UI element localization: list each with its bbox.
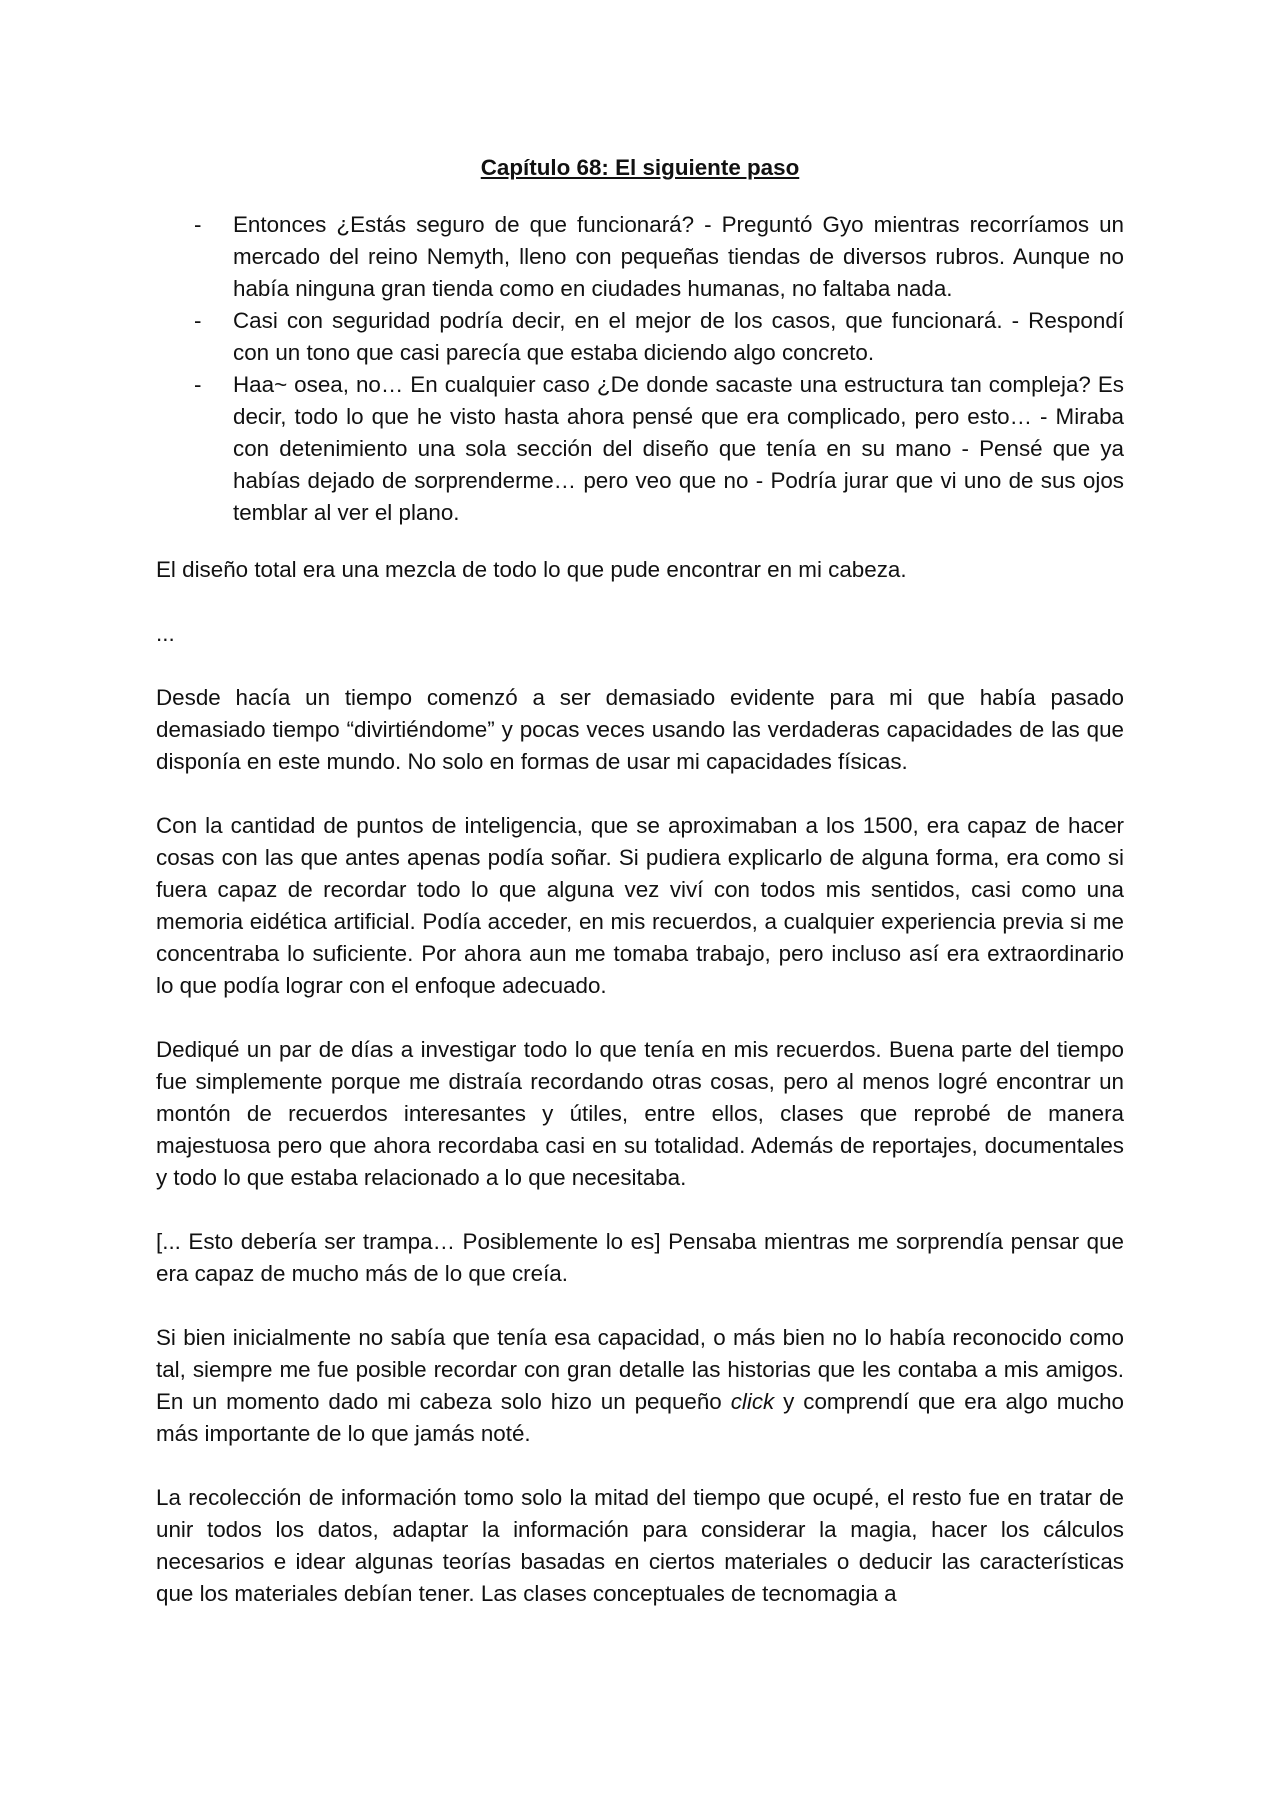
chapter-title: Capítulo 68: El siguiente paso: [480, 155, 800, 180]
dialogue-line: [156, 305, 1124, 369]
scene-break: ...: [156, 621, 175, 646]
dialogue-text: Entonces ¿Estás seguro de que funcionará? - Preguntó Gyo mientras recorríamos un mercado del reino Nemyth, lleno con pequeñas tiendas de diversos rubros. Aunque no había ninguna gran tienda como en ciudades humanas, no faltaba nada.: [233, 212, 1124, 301]
paragraph-text: Si bien inicialmente no sabía que tenía esa capacidad, o más bien no lo había reconocido como tal, siempre me fue posible recordar con gran detalle las historias que les contaba a mis amigos. En un momento dado mi cabeza solo hizo un pequeño: [156, 1325, 1124, 1414]
dialogue-dash: -: [194, 308, 202, 333]
dialogue-line: [156, 209, 1124, 305]
paragraph: [156, 1322, 1124, 1450]
paragraph: Con la cantidad de puntos de inteligencia, que se aproximaban a los 1500, era capaz de hacer cosas con las que antes apenas podía soñar. Si pudiera explicarlo de alguna forma, era como si fuera capaz de recordar todo lo que alguna vez viví con todos mis sentidos, casi como una memoria eidética artificial. Podía acceder, en mis recuerdos, a cualquier experiencia previa si me concentraba lo suficiente. Por ahora aun me tomaba trabajo, pero incluso así era extraordinario lo que podía lograr con el enfoque adecuado.: [156, 813, 1124, 998]
paragraph: La recolección de información tomo solo la mitad del tiempo que ocupé, el resto fue en tratar de unir todos los datos, adaptar la información para considerar la magia, hacer los cálculos necesarios e idear algunas teorías basadas en ciertos materiales o deducir las características que los materiales debían tener. Las clases conceptuales de tecnomagia a: [156, 1485, 1124, 1606]
paragraph: Dediqué un par de días a investigar todo lo que tenía en mis recuerdos. Buena parte del tiempo fue simplemente porque me distraía recordando otras cosas, pero al menos logré encontrar un montón de recuerdos interesantes y útiles, entre ellos, clases que reprobé de manera majestuosa pero que ahora recordaba casi en su totalidad. Además de reportajes, documentales y todo lo que estaba relacionado a lo que necesitaba.: [156, 1037, 1124, 1190]
italic-word: click: [730, 1389, 775, 1414]
paragraph: El diseño total era una mezcla de todo lo que pude encontrar en mi cabeza.: [156, 557, 907, 582]
paragraph: Desde hacía un tiempo comenzó a ser demasiado evidente para mi que había pasado demasiado tiempo “divirtiéndome” y pocas veces usando las verdaderas capacidades de las que disponía en este mundo. No solo en formas de usar mi capacidades físicas.: [156, 685, 1124, 774]
dialogue-line: [156, 369, 1124, 529]
dialogue-text: Casi con seguridad podría decir, en el mejor de los casos, que funcionará. - Respondí con un tono que casi parecía que estaba diciendo algo concreto.: [233, 308, 1124, 365]
document-page: [156, 152, 1124, 1610]
paragraph-text: y comprendí que era algo mucho más importante de lo que jamás noté.: [156, 1389, 1124, 1446]
dialogue-dash: -: [194, 212, 202, 237]
dialogue-text: Haa~ osea, no… En cualquier caso ¿De donde sacaste una estructura tan compleja? Es decir, todo lo que he visto hasta ahora pensé que era complicado, pero esto… - Miraba con detenimiento una sola sección del diseño que tenía en su mano - Pensé que ya habías dejado de sorprenderme… pero veo que no - Podría jurar que vi uno de sus ojos temblar al ver el plano.: [233, 372, 1124, 525]
dialogue-list: [156, 209, 1124, 529]
dialogue-dash: -: [194, 372, 202, 397]
paragraph: [... Esto debería ser trampa… Posiblemente lo es] Pensaba mientras me sorprendía pensar que era capaz de mucho más de lo que creía.: [156, 1229, 1124, 1286]
